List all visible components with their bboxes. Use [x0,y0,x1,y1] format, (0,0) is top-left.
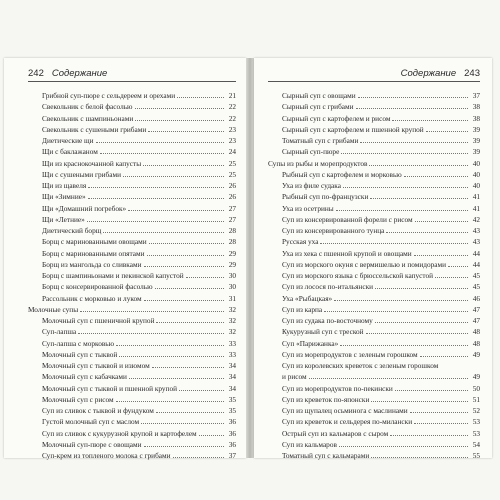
toc-entry-title: Суп из креветок по-японски [282,394,370,404]
toc-entry-page: 41 [472,192,480,202]
toc-entry-page: 47 [472,316,480,325]
toc-entry-page: 35 [228,406,236,415]
toc-entry [28,248,236,259]
toc-entry-page: 38 [472,102,480,112]
toc-entry [28,225,236,236]
toc-entry-page: 21 [228,91,236,100]
toc-entry [268,180,480,191]
toc-entry-title: Суп из судака по-восточному [282,316,373,325]
toc-dot-leader [119,349,224,357]
toc-entry-page: 40 [472,158,480,168]
toc-entry [28,146,236,157]
toc-entry-title: Суп из креветок и сельдерея по-милански [282,417,413,427]
toc-dot-leader [392,113,468,121]
toc-dot-leader [324,304,468,312]
toc-entry-title: Уха из хека с пшенной крупой и овощами [282,248,412,258]
toc-dot-leader [404,169,468,177]
toc-entry-title: и рисом [282,372,307,382]
toc-entry [28,304,236,315]
toc-entry-title: Борщ с маринованными овощами [42,237,147,247]
toc-entry-page: 22 [228,102,236,112]
left-toc-list [28,90,236,461]
toc-entry [268,259,480,270]
toc-entry-title: Уха из осетрины [282,203,334,213]
right-page-title: Содержание [400,68,457,79]
toc-entry [268,90,480,101]
toc-dot-leader [173,450,224,458]
toc-entry-title: Сырный суп с картофелем и пшенной крупой [282,124,424,134]
toc-dot-leader [320,236,468,244]
toc-entry-page: 27 [228,203,236,213]
toc-entry-title: Суп из консервированного тунца [282,226,385,235]
toc-entry [268,236,480,247]
toc-entry-page: 25 [228,158,236,168]
toc-dot-leader [340,338,468,346]
toc-entry [268,225,480,236]
toc-dot-leader [356,101,468,109]
toc-entry-page: 24 [228,147,236,157]
toc-entry-title: Борщ с шампиньонами и пекинской капустой [42,271,184,280]
toc-entry-title: Уха из филе судака [282,181,341,190]
toc-dot-leader [199,428,224,436]
left-page-title: Содержание [51,68,108,79]
toc-entry-title: Молочный суп с тыквой и изюмом [42,361,150,370]
toc-entry [28,281,236,292]
toc-dot-leader [149,236,224,244]
toc-entry [28,326,236,337]
toc-entry [268,270,480,281]
toc-entry-page: 43 [472,226,480,235]
toc-entry [268,281,480,292]
toc-dot-leader [103,225,224,233]
toc-dot-leader [414,248,468,256]
toc-entry-title: Сырный суп-пюре [282,147,340,157]
toc-entry-title: Суп из сливок с тыквой и фундуком [42,406,154,415]
toc-dot-leader [369,158,468,166]
toc-entry-title: Суп из кальмаров [282,439,337,449]
toc-entry [268,360,480,371]
toc-entry-page: 29 [228,259,236,269]
toc-entry-page: 39 [472,147,480,157]
toc-entry-title: Густой молочный суп с маслом [42,417,140,427]
toc-dot-leader [141,416,224,424]
toc-entry-page: 41 [472,203,480,213]
toc-entry-title: Щи с баклажаном [42,147,98,157]
toc-entry-page: 33 [228,338,236,348]
toc-entry [268,394,480,405]
toc-entry [268,383,480,394]
toc-entry-page: 32 [228,327,236,337]
toc-entry [28,405,236,416]
toc-dot-leader [143,158,224,166]
right-toc-list [268,90,480,461]
toc-entry [268,203,480,214]
toc-entry-title: Суп-лапша с морковью [42,338,115,348]
toc-dot-leader [336,203,468,211]
toc-dot-leader [410,405,468,413]
toc-entry [28,428,236,439]
toc-entry-page: 36 [228,439,236,449]
toc-dot-leader [334,293,468,301]
toc-entry [28,371,236,382]
toc-entry [268,248,480,259]
toc-entry-title: Суп из сливок с кукурузной крупой и картофелем [42,428,197,438]
toc-entry-title: Молочный суп с тыквой и пшенной крупой [42,383,178,393]
toc-entry-title: Уха «Рыбацкая» [282,293,333,303]
toc-entry [268,326,480,337]
toc-entry-page: 49 [472,349,480,359]
toc-entry-page: 44 [472,259,480,269]
toc-entry-title: Суп из морского окуня с вермишелью и помидорами [282,259,447,269]
toc-entry [28,349,236,360]
toc-dot-leader [128,203,224,211]
toc-entry-title: Молочный суп с рисом [42,394,114,404]
toc-entry-title: Рассольник с морковью и луком [42,293,142,303]
toc-dot-leader [375,315,468,323]
toc-entry [28,338,236,349]
toc-entry [28,124,236,135]
toc-entry [268,428,480,439]
toc-entry-page: 40 [472,169,480,179]
toc-entry-title: Суп из королевских креветок с зеленым горошком [282,361,439,370]
toc-entry-page: 32 [228,316,236,325]
toc-entry-page: 54 [472,439,480,449]
toc-entry-title: Суп-крем из топленого молока с грибами [42,451,171,460]
toc-entry-title: Щи «Домашний погребок» [42,203,127,213]
toc-entry-title: Щи «Летние» [42,214,85,224]
toc-entry [28,135,236,146]
toc-entry-page: 34 [228,372,236,382]
toc-dot-leader [156,405,224,413]
toc-entry-title: Томатный суп с кальмарами [282,451,370,460]
toc-dot-leader [341,146,468,154]
toc-entry-page: 30 [228,282,236,292]
toc-entry [268,304,480,315]
toc-dot-leader [144,293,224,301]
toc-dot-leader [135,113,224,121]
toc-entry-title: Суп из щупалец осьминога с маслинами [282,406,408,415]
toc-dot-leader [177,90,224,98]
toc-dot-leader [179,383,224,391]
toc-entry-title: Молочные супы [28,304,79,314]
toc-entry [28,191,236,202]
toc-entry [28,293,236,304]
toc-entry-page: 52 [472,406,480,415]
toc-entry-title: Молочный суп с пшеничной крупой [42,316,155,325]
toc-entry-page: 48 [472,327,480,337]
toc-dot-leader [448,259,468,267]
toc-entry [28,439,236,450]
toc-dot-leader [147,248,224,256]
toc-entry-title: Свекольник с сушеными грибами [42,124,147,134]
toc-entry-page: 42 [472,214,480,224]
toc-dot-leader [371,394,468,402]
toc-entry [268,293,480,304]
toc-entry-page: 36 [228,417,236,427]
toc-dot-leader [358,90,468,98]
toc-entry [268,146,480,157]
toc-entry [28,180,236,191]
toc-entry-page: 27 [228,214,236,224]
toc-entry-page: 51 [472,394,480,404]
toc-entry-title: Щи «Зимние» [42,192,86,202]
left-page [4,58,246,458]
toc-entry [268,158,480,169]
toc-entry-page: 44 [472,248,480,258]
toc-entry-title: Борщ с консервированной фасолью [42,282,153,292]
toc-entry-title: Молочный суп с кабачками [42,372,127,382]
toc-dot-leader [156,315,224,323]
toc-entry-page: 22 [228,113,236,123]
toc-entry-page: 29 [228,248,236,258]
toc-entry [28,315,236,326]
toc-entry-title: Щи из щавеля [42,181,87,190]
toc-entry-page: 38 [472,113,480,123]
toc-entry-title: Суп-лапша [42,327,77,337]
toc-entry [268,371,480,382]
toc-dot-leader [339,439,468,447]
toc-entry-page: 53 [472,428,480,438]
toc-entry [268,338,480,349]
toc-dot-leader [343,180,468,188]
toc-entry-title: Суп «Парижанка» [282,338,339,348]
toc-dot-leader [129,371,224,379]
toc-dot-leader [186,270,224,278]
toc-entry-page: 31 [228,293,236,303]
toc-entry-page: 39 [472,136,480,145]
toc-entry-title: Супы из рыбы и морепродуктов [268,158,368,168]
toc-entry-title: Борщ из мангольда со сливками [42,259,142,269]
toc-entry-page: 39 [472,124,480,134]
toc-entry [28,360,236,371]
toc-entry-page: 35 [228,394,236,404]
toc-entry [28,113,236,124]
toc-entry-title: Рыбный суп по-французски [282,192,369,202]
toc-entry-page: 34 [228,383,236,393]
toc-dot-leader [88,191,224,199]
toc-entry-title: Острый суп из кальмаров с сыром [282,428,389,438]
toc-entry [28,383,236,394]
toc-entry-page: 36 [228,428,236,438]
toc-entry-title: Суп из морепродуктов с зеленым горошком [282,349,418,359]
toc-entry-title: Щи из краснокочанной капусты [42,158,142,168]
toc-entry-title: Русская уха [282,237,319,247]
toc-entry [28,259,236,270]
toc-entry [268,113,480,124]
toc-dot-leader [415,214,468,222]
toc-dot-leader [371,450,468,458]
toc-entry-page: 23 [228,136,236,145]
toc-dot-leader [386,225,468,233]
toc-entry-title: Сырный суп с картофелем и рисом [282,113,391,123]
toc-dot-leader [80,304,224,312]
toc-entry-page: 40 [472,181,480,190]
toc-entry [28,203,236,214]
toc-entry-page: 37 [472,91,480,100]
toc-entry-title: Рыбный суп с картофелем и морковью [282,169,402,179]
toc-entry [28,416,236,427]
toc-dot-leader [123,169,224,177]
toc-entry-title: Суп из лосося по-итальянски [282,282,374,292]
toc-entry-title: Грибной суп-пюре с сельдереем и орехами [42,91,176,100]
toc-entry-page: 48 [472,338,480,348]
toc-entry-page: 47 [472,304,480,314]
toc-dot-leader [155,281,224,289]
toc-dot-leader [390,428,468,436]
toc-dot-leader [116,394,224,402]
toc-dot-leader [375,281,468,289]
toc-entry-title: Суп из морепродуктов по-пекински [282,383,393,393]
toc-entry-title: Сырный суп с грибами [282,102,354,112]
toc-entry-page: 25 [228,169,236,179]
right-page [254,58,492,458]
toc-entry-page: 45 [472,282,480,292]
toc-dot-leader [87,214,224,222]
toc-dot-leader [116,338,224,346]
toc-entry-title: Суп из морского языка с брюссельской капустой [282,271,434,280]
toc-dot-leader [309,371,468,379]
toc-dot-leader [435,270,468,278]
right-running-head [268,68,480,82]
toc-entry [268,349,480,360]
toc-entry-title: Борщ с маринованными опятами [42,248,145,258]
toc-dot-leader [360,135,468,143]
toc-entry [28,158,236,169]
left-running-head [28,68,236,82]
toc-entry-page: 26 [228,181,236,190]
toc-entry [268,214,480,225]
toc-dot-leader [366,326,468,334]
toc-dot-leader [96,135,224,143]
toc-entry [28,169,236,180]
toc-entry [268,169,480,180]
toc-entry-title: Диетические щи [42,136,94,145]
toc-entry [28,270,236,281]
toc-entry-title: Томатный суп с грибами [282,136,359,145]
toc-entry-title: Свекольник с шампиньонами [42,113,134,123]
toc-entry-page: 34 [228,361,236,370]
toc-entry-title: Суп из консервированной форели с рисом [282,214,413,224]
toc-dot-leader [426,124,468,132]
toc-entry-page: 26 [228,192,236,202]
toc-entry-page: 28 [228,237,236,247]
toc-entry-page: 45 [472,271,480,280]
toc-dot-leader [135,101,225,109]
toc-entry-page: 46 [472,293,480,303]
toc-entry-title: Диетический борщ [42,226,102,235]
toc-entry [28,450,236,461]
toc-entry-page: 43 [472,237,480,247]
toc-dot-leader [152,360,224,368]
toc-dot-leader [78,326,224,334]
left-page-number: 242 [28,68,44,79]
toc-entry-page: 50 [472,383,480,393]
toc-entry-page: 32 [228,304,236,314]
toc-dot-leader [88,180,224,188]
right-page-number: 243 [464,68,480,79]
toc-dot-leader [395,383,468,391]
toc-dot-leader [420,349,468,357]
toc-entry [28,90,236,101]
toc-entry [268,191,480,202]
toc-entry [28,214,236,225]
toc-entry [28,394,236,405]
toc-entry-page: 28 [228,226,236,235]
toc-dot-leader [370,191,468,199]
toc-entry [268,405,480,416]
toc-dot-leader [100,146,224,154]
toc-entry-page: 23 [228,124,236,134]
toc-entry-page: 33 [228,349,236,359]
toc-dot-leader [414,416,468,424]
toc-entry [268,135,480,146]
toc-entry-page: 55 [472,451,480,460]
toc-entry-page: 30 [228,271,236,280]
toc-entry [268,101,480,112]
toc-entry-page: 53 [472,417,480,427]
toc-entry-title: Свекольник с белой фасолью [42,102,133,112]
toc-entry-title: Сырный суп с овощами [282,91,356,100]
toc-entry [268,416,480,427]
book-gutter [246,58,254,458]
toc-entry [268,450,480,461]
toc-entry [28,236,236,247]
toc-dot-leader [144,259,225,267]
toc-entry-title: Щи с сушеными грибами [42,169,121,179]
toc-entry-page: 37 [228,451,236,460]
toc-dot-leader [148,124,224,132]
toc-entry-title: Кукурузный суп с треской [282,327,364,337]
toc-entry-title: Молочный суп-пюре с овощами [42,439,142,449]
toc-entry [268,439,480,450]
toc-entry [268,315,480,326]
toc-entry-page: 49 [472,372,480,382]
toc-entry-title: Суп из карпа [282,304,323,314]
toc-entry [28,101,236,112]
toc-entry-title: Молочный суп с тыквой [42,349,118,359]
toc-entry [268,124,480,135]
toc-dot-leader [144,439,225,447]
